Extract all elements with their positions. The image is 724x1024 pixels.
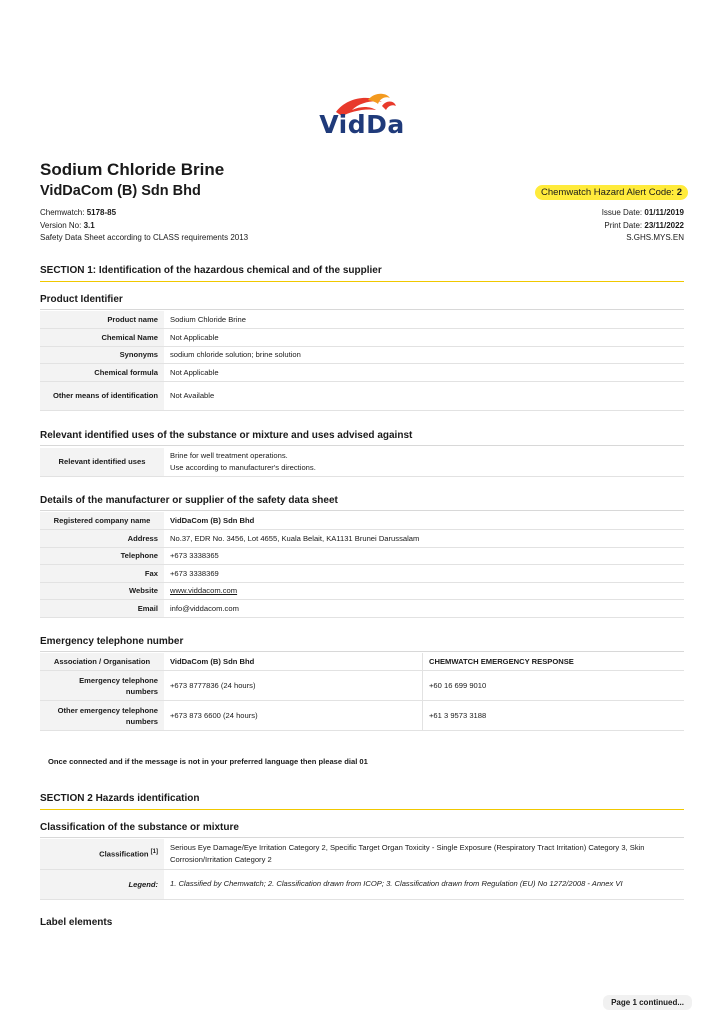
uses-line-2: Use according to manufacturer's directions.	[170, 462, 316, 472]
classification-sup: [1]	[150, 849, 158, 856]
row-col1: +673 873 6600 (24 hours)	[164, 701, 423, 731]
header-col2: CHEMWATCH EMERGENCY RESPONSE	[423, 653, 685, 671]
row-col2: +61 3 9573 3188	[423, 701, 685, 731]
row-value: No.37, EDR No. 3456, Lot 4655, Kuala Belait, KA1131 Brunei Darussalam	[164, 530, 684, 548]
version-label: Version No:	[40, 220, 82, 230]
table-row	[40, 448, 684, 476]
row-value: VidDaCom (B) Sdn Bhd	[164, 512, 684, 530]
company-name: VidDaCom (B) Sdn Bhd	[40, 183, 201, 199]
table-row	[40, 671, 684, 701]
row-key	[40, 839, 164, 869]
emergency-heading: Emergency telephone number	[40, 636, 684, 652]
header-col1: VidDaCom (B) Sdn Bhd	[164, 653, 423, 671]
table-row	[40, 364, 684, 382]
page-footer: Page 1 continued...	[603, 995, 692, 1010]
row-key: Synonyms	[40, 346, 164, 364]
row-value: Not Applicable	[164, 329, 684, 347]
row-key: Website	[40, 582, 164, 600]
section2-title: SECTION 2 Hazards identification	[40, 793, 684, 810]
print-date: 23/11/2022	[644, 220, 684, 230]
uses-line-1: Brine for well treatment operations.	[170, 451, 288, 461]
alert-label: Chemwatch Hazard Alert Code:	[541, 187, 675, 198]
emergency-table	[40, 653, 684, 731]
website-link[interactable]: www.viddacom.com	[170, 586, 238, 595]
version-value: 3.1	[83, 220, 95, 230]
manufacturer-table	[40, 512, 684, 618]
row-value: +673 3338365	[164, 547, 684, 565]
manufacturer-heading: Details of the manufacturer or supplier of the safety data sheet	[40, 495, 684, 511]
row-key: Email	[40, 600, 164, 618]
label-elements-heading: Label elements	[40, 917, 113, 928]
logo-text: VidDa	[319, 110, 405, 139]
table-row	[40, 346, 684, 364]
row-key: Relevant identified uses	[40, 448, 164, 476]
classification-table	[40, 839, 684, 900]
table-row	[40, 530, 684, 548]
table-row	[40, 547, 684, 565]
row-value	[164, 448, 684, 476]
document-code: S.GHS.MYS.EN	[626, 233, 684, 242]
row-value: sodium chloride solution; brine solution	[164, 346, 684, 364]
classification-heading: Classification of the substance or mixture	[40, 822, 684, 838]
row-key: Other means of identification	[40, 381, 164, 410]
alert-code: 2	[676, 187, 682, 198]
product-identifier-heading: Product Identifier	[40, 294, 684, 310]
table-row	[40, 565, 684, 583]
table-row	[40, 582, 684, 600]
row-value: info@viddacom.com	[164, 600, 684, 618]
print-label: Print Date:	[604, 220, 643, 230]
table-row	[40, 311, 684, 329]
row-key: Other emergency telephone numbers	[40, 701, 164, 731]
row-key: Telephone	[40, 547, 164, 565]
row-value	[164, 582, 684, 600]
row-key: Fax	[40, 565, 164, 583]
row-key: Chemical Name	[40, 329, 164, 347]
legend-key: Legend:	[40, 869, 164, 899]
row-value: Not Applicable	[164, 364, 684, 382]
table-row	[40, 701, 684, 731]
chemwatch-label: Chemwatch:	[40, 208, 85, 217]
row-key: Product name	[40, 311, 164, 329]
sds-statement: Safety Data Sheet according to CLASS requirements 2013	[40, 233, 249, 242]
table-row	[40, 839, 684, 869]
product-identifier-table	[40, 311, 684, 411]
issue-date: 01/11/2019	[644, 208, 684, 217]
row-value: +673 3338369	[164, 565, 684, 583]
row-key: Address	[40, 530, 164, 548]
table-row	[40, 381, 684, 410]
row-value: Serious Eye Damage/Eye Irritation Category 2, Specific Target Organ Toxicity - Single Exposure (Respiratory Tract Irritation) Category 3, Skin Corrosion/Irritation Category 2	[164, 839, 684, 869]
table-row	[40, 653, 684, 671]
legend-value: 1. Classified by Chemwatch; 2. Classification drawn from ICOP; 3. Classification drawn from Regulation (EU) No 1272/2008 - Annex VI	[164, 869, 684, 899]
row-key: Chemical formula	[40, 364, 164, 382]
document-meta-left	[40, 207, 248, 245]
product-title: Sodium Chloride Brine	[40, 160, 225, 179]
row-col1: +673 8777836 (24 hours)	[164, 671, 423, 701]
company-logo	[316, 90, 408, 146]
row-key: Registered company name	[40, 512, 164, 530]
header-key: Association / Organisation	[40, 653, 164, 671]
document-meta-right	[602, 207, 684, 245]
relevant-uses-heading: Relevant identified uses of the substance or mixture and uses advised against	[40, 430, 684, 446]
chemwatch-value: 5178-85	[86, 208, 117, 217]
section1-title: SECTION 1: Identification of the hazardous chemical and of the supplier	[40, 265, 684, 282]
issue-label: Issue Date:	[601, 208, 643, 217]
table-row	[40, 329, 684, 347]
table-row	[40, 600, 684, 618]
emergency-note: Once connected and if the message is not in your preferred language then please dial 01	[48, 757, 368, 766]
table-row	[40, 869, 684, 899]
row-value: Not Available	[164, 381, 684, 410]
row-value: Sodium Chloride Brine	[164, 311, 684, 329]
classification-label: Classification	[99, 850, 149, 860]
relevant-uses-table	[40, 448, 684, 477]
hazard-alert-badge	[535, 185, 688, 200]
table-row	[40, 512, 684, 530]
row-col2: +60 16 699 9010	[423, 671, 685, 701]
row-key: Emergency telephone numbers	[40, 671, 164, 701]
